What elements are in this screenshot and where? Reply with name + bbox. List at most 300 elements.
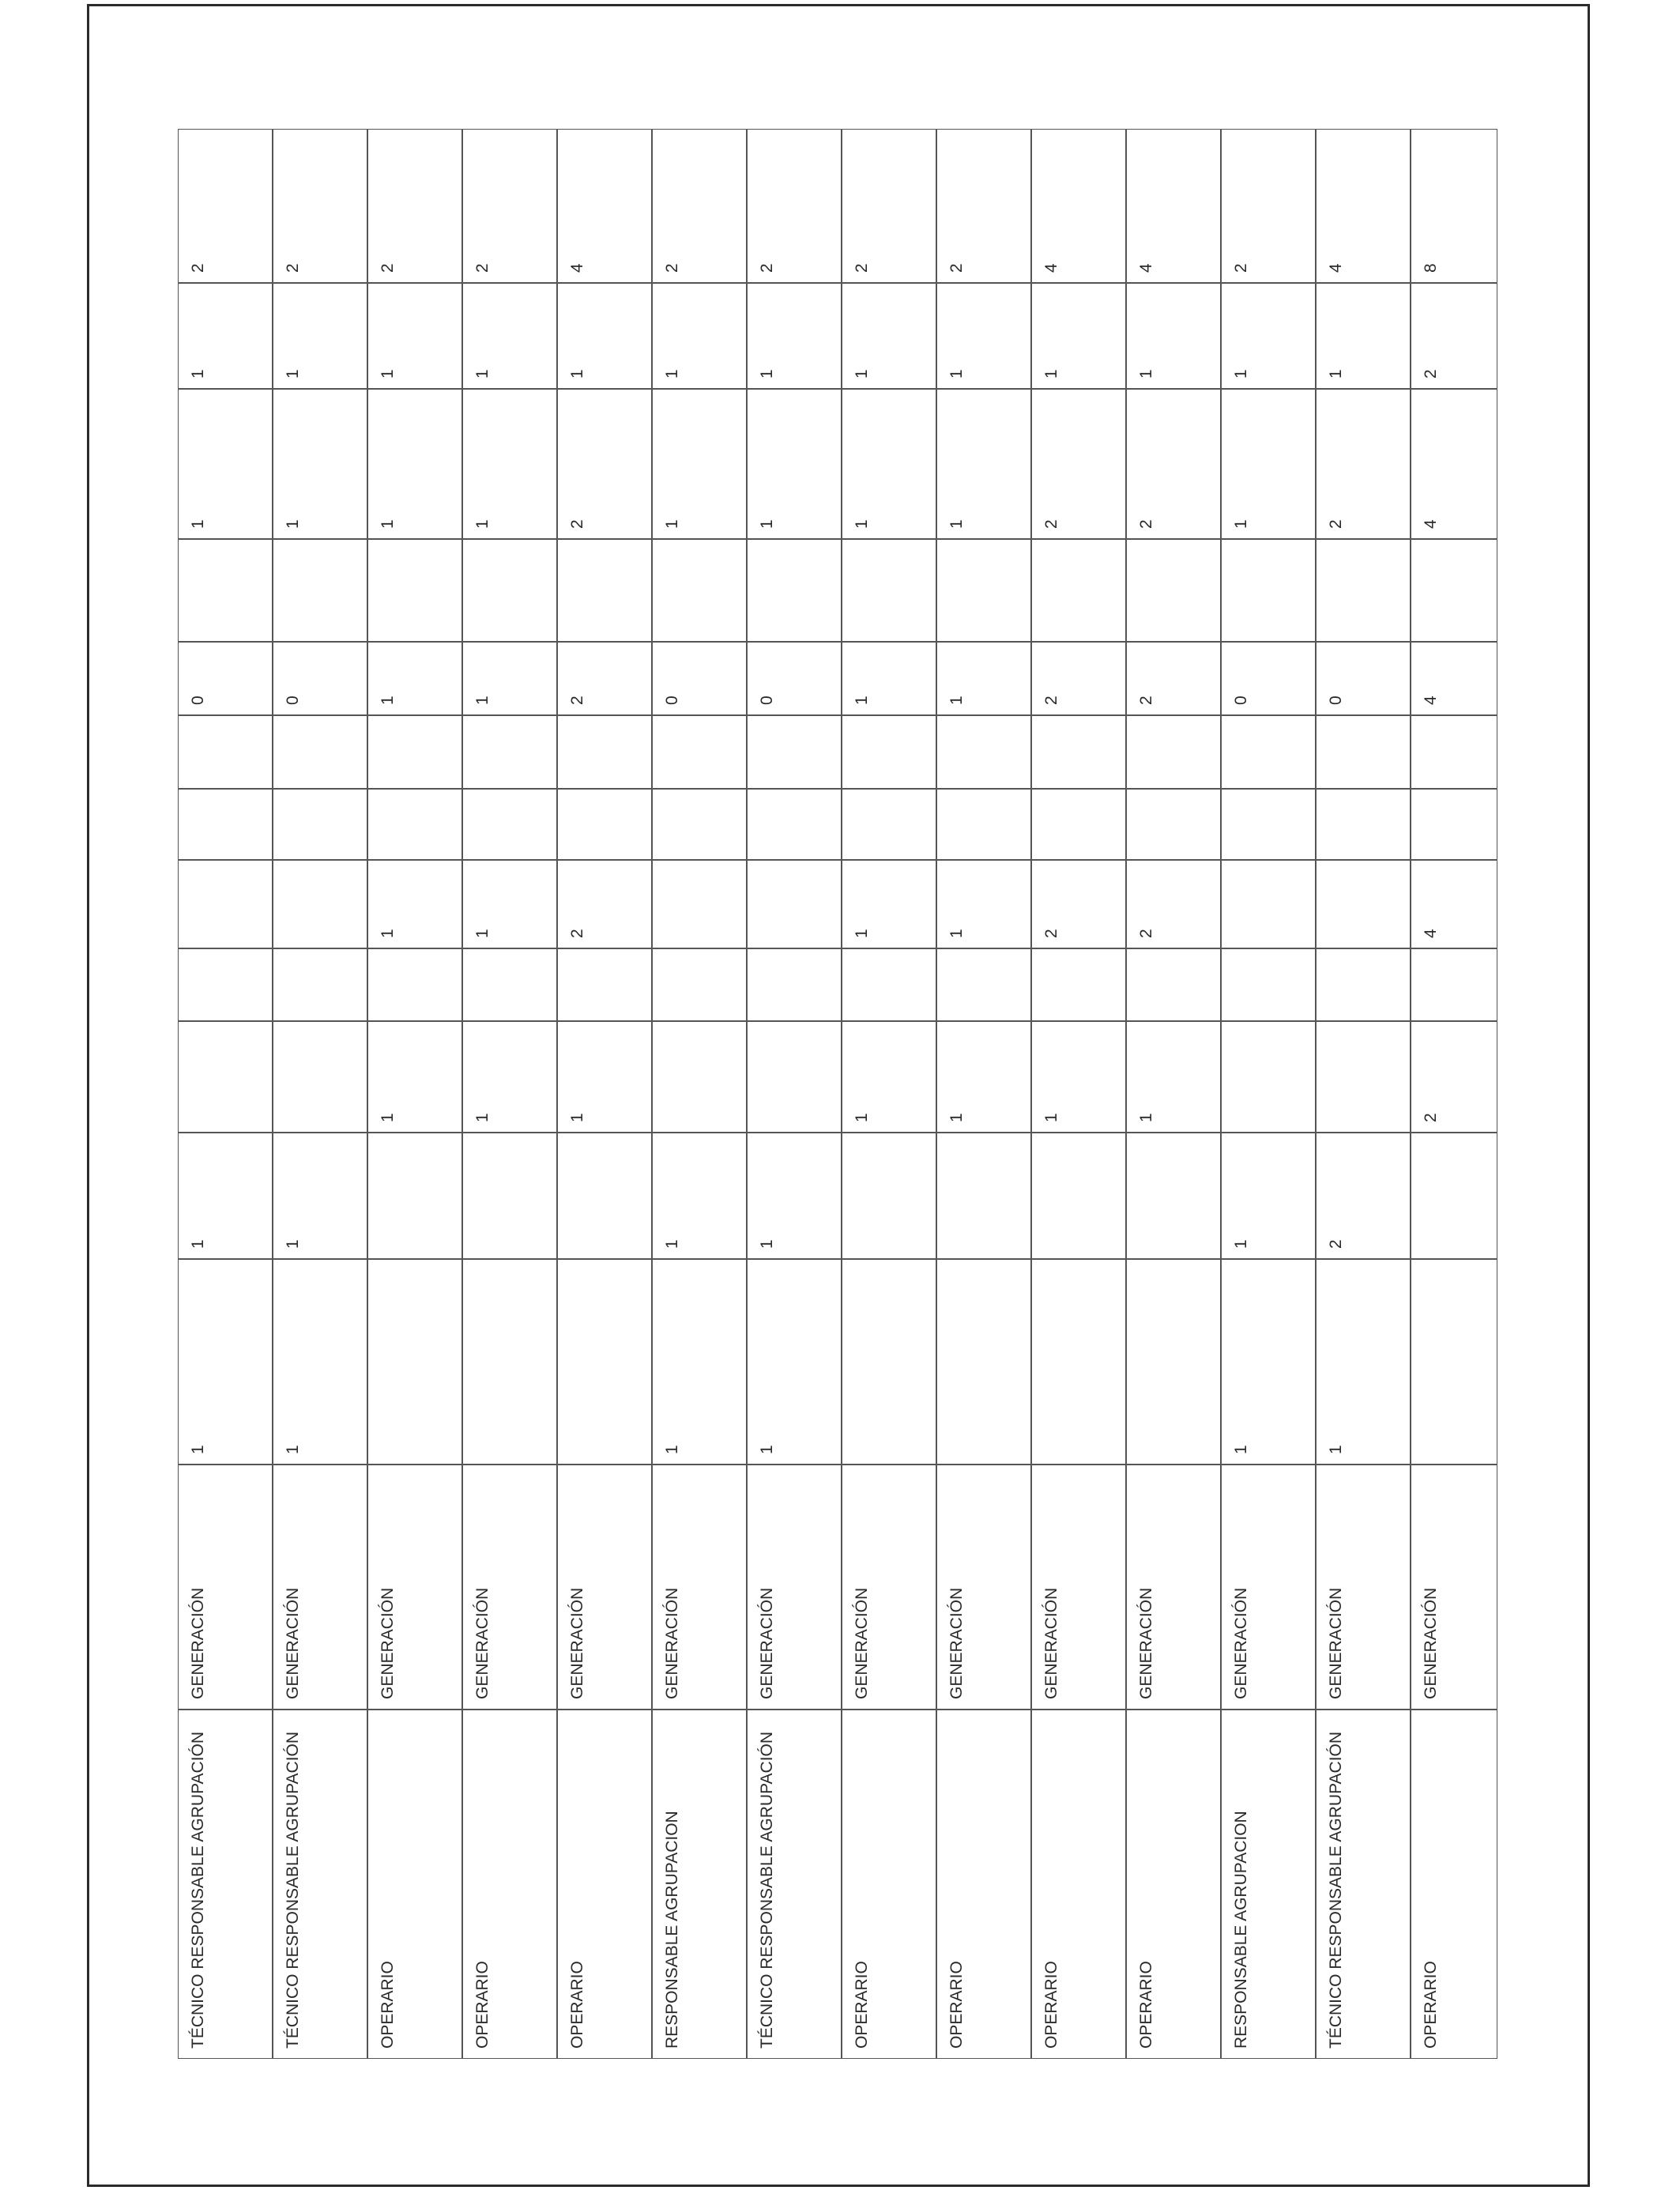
cell-text: OPERARIO [473, 1961, 492, 2049]
cell-text: 1 [473, 519, 492, 529]
table-cell-c10 [1126, 642, 1221, 715]
table-cell-c13 [367, 283, 462, 389]
table-cell-c9 [462, 715, 557, 789]
cell-text: 1 [663, 519, 681, 529]
table-cell-c9 [1411, 715, 1497, 789]
table-cell-role [273, 1710, 367, 2059]
cell-text: 1 [1232, 519, 1250, 529]
cell-text: 4 [1422, 929, 1440, 938]
table-cell-c11 [462, 539, 557, 642]
table-cell-c12 [747, 389, 842, 539]
cell-text: OPERARIO [947, 1961, 966, 2049]
table-cell-c13 [557, 283, 652, 389]
table-cell-c5 [1031, 1021, 1126, 1133]
cell-text: 4 [1327, 263, 1345, 273]
table-cell-c4 [1316, 1133, 1411, 1259]
table-cell-c13 [652, 283, 747, 389]
table-cell-c6 [747, 948, 842, 1021]
table-cell-c5 [178, 1021, 273, 1133]
cell-text: GENERACIÓN [189, 1587, 207, 1699]
cell-text: 1 [1232, 1445, 1250, 1454]
table-cell-c14 [747, 129, 842, 283]
table-cell-c8 [557, 789, 652, 860]
cell-text: 1 [663, 369, 681, 379]
table-cell-c13 [1031, 283, 1126, 389]
table-cell-c14 [842, 129, 936, 283]
table-cell-c6 [1126, 948, 1221, 1021]
table-cell-c9 [557, 715, 652, 789]
table-cell-c14 [178, 129, 273, 283]
table-cell-c4 [1221, 1133, 1316, 1259]
table-cell-c13 [273, 283, 367, 389]
cell-text: RESPONSABLE AGRUPACION [1232, 1811, 1250, 2049]
table-cell-role [1316, 1710, 1411, 2059]
table-cell-c5 [367, 1021, 462, 1133]
cell-text: 1 [284, 519, 302, 529]
table-cell-c10 [367, 642, 462, 715]
table-cell-c8 [1316, 789, 1411, 860]
cell-text: 1 [853, 929, 871, 938]
table-cell-c6 [1411, 948, 1497, 1021]
cell-text: 1 [1042, 369, 1060, 379]
table-cell-c5 [557, 1021, 652, 1133]
cell-text: 1 [758, 1445, 776, 1454]
table-cell-c11 [178, 539, 273, 642]
cell-text: 2 [1327, 1239, 1345, 1249]
table-cell-c11 [273, 539, 367, 642]
table-cell-c11 [1411, 539, 1497, 642]
table-cell-c14 [273, 129, 367, 283]
table-cell-c9 [1221, 715, 1316, 789]
cell-text: 2 [1422, 1113, 1440, 1122]
table-cell-c5 [1411, 1021, 1497, 1133]
cell-text: 8 [1422, 263, 1440, 273]
cell-text: OPERARIO [1422, 1961, 1440, 2049]
cell-text: 1 [284, 369, 302, 379]
table-cell-c14 [652, 129, 747, 283]
table-cell-c12 [557, 389, 652, 539]
cell-text: 1 [189, 519, 207, 529]
table-cell-c12 [842, 389, 936, 539]
table-cell-c11 [1031, 539, 1126, 642]
table-cell-c5 [462, 1021, 557, 1133]
cell-text: OPERARIO [1137, 1961, 1155, 2049]
cell-text: 4 [1042, 263, 1060, 273]
table-cell-c8 [936, 789, 1031, 860]
table-cell-c14 [936, 129, 1031, 283]
table-cell-c12 [652, 389, 747, 539]
table-cell-c4 [557, 1133, 652, 1259]
table-cell-area [178, 1465, 273, 1710]
cell-text: 1 [1327, 1445, 1345, 1454]
cell-text: 2 [1422, 369, 1440, 379]
table-cell-c4 [652, 1133, 747, 1259]
table-cell-c6 [652, 948, 747, 1021]
table-cell-role [1411, 1710, 1497, 2059]
table-cell-c6 [1221, 948, 1316, 1021]
table-cell-c11 [1316, 539, 1411, 642]
cell-text: 2 [758, 263, 776, 273]
table-cell-role [936, 1710, 1031, 2059]
cell-text: GENERACIÓN [663, 1587, 681, 1699]
cell-text: GENERACIÓN [473, 1587, 492, 1699]
table-cell-c5 [273, 1021, 367, 1133]
table-cell-c8 [1031, 789, 1126, 860]
table-cell-c4 [936, 1133, 1031, 1259]
table-cell-c3 [273, 1259, 367, 1465]
table-cell-c4 [1031, 1133, 1126, 1259]
table-cell-c3 [842, 1259, 936, 1465]
table-cell-c8 [747, 789, 842, 860]
table-cell-c10 [462, 642, 557, 715]
table-cell-c9 [367, 715, 462, 789]
table-cell-c6 [178, 948, 273, 1021]
cell-text: 1 [853, 519, 871, 529]
table-cell-role [1221, 1710, 1316, 2059]
cell-text: 2 [947, 263, 966, 273]
table-cell-c10 [1031, 642, 1126, 715]
table-cell-c13 [462, 283, 557, 389]
cell-text: 1 [853, 369, 871, 379]
cell-text: 1 [1232, 369, 1250, 379]
cell-text: GENERACIÓN [284, 1587, 302, 1699]
table-cell-c11 [842, 539, 936, 642]
cell-text: 1 [379, 519, 397, 529]
table-cell-c10 [1221, 642, 1316, 715]
table-cell-c10 [842, 642, 936, 715]
cell-text: 1 [1137, 369, 1155, 379]
table-cell-c3 [936, 1259, 1031, 1465]
table-cell-c4 [747, 1133, 842, 1259]
table-cell-role [178, 1710, 273, 2059]
cell-text: OPERARIO [568, 1961, 586, 2049]
table-cell-c8 [178, 789, 273, 860]
cell-text: 1 [473, 929, 492, 938]
table-cell-c6 [462, 948, 557, 1021]
cell-text: 1 [1137, 1113, 1155, 1122]
cell-text: OPERARIO [853, 1961, 871, 2049]
cell-text: GENERACIÓN [1137, 1587, 1155, 1699]
table-cell-c8 [1221, 789, 1316, 860]
cell-text: 4 [568, 263, 586, 273]
cell-text: 1 [1327, 369, 1345, 379]
table-cell-c7 [178, 860, 273, 948]
table-cell-c9 [936, 715, 1031, 789]
cell-text: 1 [568, 369, 586, 379]
table-cell-c10 [1316, 642, 1411, 715]
table-cell-area [1316, 1465, 1411, 1710]
table-cell-role [1126, 1710, 1221, 2059]
cell-text: 1 [758, 369, 776, 379]
table-cell-area [462, 1465, 557, 1710]
cell-text: 1 [947, 1113, 966, 1122]
table-cell-c10 [273, 642, 367, 715]
table-cell-c14 [1126, 129, 1221, 283]
cell-text: 2 [473, 263, 492, 273]
table-cell-c8 [273, 789, 367, 860]
table-cell-c6 [367, 948, 462, 1021]
cell-text: 2 [568, 696, 586, 705]
table-cell-c14 [1031, 129, 1126, 283]
cell-text: 2 [284, 263, 302, 273]
cell-text: GENERACIÓN [853, 1587, 871, 1699]
table-cell-area [367, 1465, 462, 1710]
table-cell-c8 [842, 789, 936, 860]
table-cell-c6 [936, 948, 1031, 1021]
cell-text: 1 [947, 696, 966, 705]
cell-text: 1 [853, 696, 871, 705]
table-cell-c11 [747, 539, 842, 642]
table-cell-role [842, 1710, 936, 2059]
table-cell-c11 [1126, 539, 1221, 642]
cell-text: GENERACIÓN [1232, 1587, 1250, 1699]
table-cell-c9 [747, 715, 842, 789]
cell-text: 2 [1042, 519, 1060, 529]
cell-text: RESPONSABLE AGRUPACION [663, 1811, 681, 2049]
table-cell-c3 [1221, 1259, 1316, 1465]
table-cell-c13 [747, 283, 842, 389]
table-cell-c4 [178, 1133, 273, 1259]
cell-text: 4 [1422, 696, 1440, 705]
cell-text: 4 [1422, 519, 1440, 529]
table-cell-area [936, 1465, 1031, 1710]
table-cell-area [1126, 1465, 1221, 1710]
table-cell-area [1031, 1465, 1126, 1710]
table-cell-c14 [462, 129, 557, 283]
table-cell-c14 [367, 129, 462, 283]
cell-text: 2 [568, 519, 586, 529]
table-cell-c7 [652, 860, 747, 948]
cell-text: GENERACIÓN [379, 1587, 397, 1699]
cell-text: 1 [473, 369, 492, 379]
cell-text: 2 [379, 263, 397, 273]
table-cell-c6 [842, 948, 936, 1021]
cell-text: 1 [189, 369, 207, 379]
table-cell-c7 [462, 860, 557, 948]
cell-text: TÉCNICO RESPONSABLE AGRUPACIÓN [1327, 1731, 1345, 2049]
cell-text: GENERACIÓN [758, 1587, 776, 1699]
table-cell-c12 [273, 389, 367, 539]
table-cell-c11 [652, 539, 747, 642]
table-cell-c7 [747, 860, 842, 948]
table-cell-area [842, 1465, 936, 1710]
table-cell-role [367, 1710, 462, 2059]
table-cell-c13 [1411, 283, 1497, 389]
table-cell-c7 [273, 860, 367, 948]
table-cell-c4 [273, 1133, 367, 1259]
cell-text: TÉCNICO RESPONSABLE AGRUPACIÓN [758, 1731, 776, 2049]
table-cell-c3 [1126, 1259, 1221, 1465]
table-cell-c12 [178, 389, 273, 539]
table-cell-c13 [1126, 283, 1221, 389]
table-cell-c9 [652, 715, 747, 789]
table-cell-c4 [367, 1133, 462, 1259]
cell-text: 0 [1232, 696, 1250, 705]
cell-text: GENERACIÓN [1327, 1587, 1345, 1699]
cell-text: 1 [758, 519, 776, 529]
table-cell-c3 [462, 1259, 557, 1465]
cell-text: 1 [473, 1113, 492, 1122]
cell-text: 1 [379, 1113, 397, 1122]
table-cell-c9 [273, 715, 367, 789]
table-cell-c5 [936, 1021, 1031, 1133]
cell-text: GENERACIÓN [1422, 1587, 1440, 1699]
table-cell-c9 [1316, 715, 1411, 789]
table-cell-c8 [462, 789, 557, 860]
cell-text: 1 [189, 1445, 207, 1454]
table-cell-role [1031, 1710, 1126, 2059]
cell-text: 1 [947, 929, 966, 938]
table-cell-c5 [652, 1021, 747, 1133]
table-cell-c10 [178, 642, 273, 715]
cell-text: 1 [284, 1239, 302, 1249]
cell-text: 2 [1232, 263, 1250, 273]
table-cell-c12 [936, 389, 1031, 539]
table-cell-c3 [1411, 1259, 1497, 1465]
cell-text: 0 [284, 696, 302, 705]
cell-text: 1 [379, 929, 397, 938]
table-cell-c7 [842, 860, 936, 948]
table-cell-c4 [462, 1133, 557, 1259]
table-cell-c3 [1031, 1259, 1126, 1465]
cell-text: 2 [1042, 696, 1060, 705]
cell-text: 2 [1137, 696, 1155, 705]
cell-text: 1 [853, 1113, 871, 1122]
table-cell-c14 [1411, 129, 1497, 283]
cell-text: 0 [663, 696, 681, 705]
table-cell-role [557, 1710, 652, 2059]
cell-text: TÉCNICO RESPONSABLE AGRUPACIÓN [189, 1731, 207, 2049]
table-cell-c3 [557, 1259, 652, 1465]
table-cell-area [652, 1465, 747, 1710]
table-cell-c6 [1031, 948, 1126, 1021]
table-cell-c4 [1126, 1133, 1221, 1259]
table-cell-c5 [1316, 1021, 1411, 1133]
table-cell-c7 [1126, 860, 1221, 948]
table-cell-c7 [1316, 860, 1411, 948]
cell-text: OPERARIO [1042, 1961, 1060, 2049]
table-cell-c10 [1411, 642, 1497, 715]
table-cell-c11 [936, 539, 1031, 642]
table-cell-c5 [747, 1021, 842, 1133]
cell-text: 1 [1232, 1239, 1250, 1249]
cell-text: 1 [189, 1239, 207, 1249]
table-cell-c3 [652, 1259, 747, 1465]
table-cell-c9 [842, 715, 936, 789]
table-cell-c7 [367, 860, 462, 948]
table-cell-c7 [557, 860, 652, 948]
data-table [178, 129, 1497, 2059]
cell-text: 1 [473, 696, 492, 705]
table-cell-c12 [367, 389, 462, 539]
table-cell-c3 [367, 1259, 462, 1465]
table-cell-c12 [1411, 389, 1497, 539]
cell-text: OPERARIO [379, 1961, 397, 2049]
cell-text: 1 [947, 519, 966, 529]
cell-text: 1 [1042, 1113, 1060, 1122]
cell-text: 2 [189, 263, 207, 273]
cell-text: 2 [1137, 519, 1155, 529]
table-cell-c8 [652, 789, 747, 860]
table-cell-c5 [1221, 1021, 1316, 1133]
table-cell-area [1411, 1465, 1497, 1710]
table-cell-c11 [367, 539, 462, 642]
table-cell-c6 [557, 948, 652, 1021]
cell-text: 2 [568, 929, 586, 938]
table-cell-area [557, 1465, 652, 1710]
cell-text: 1 [379, 696, 397, 705]
table-cell-c3 [747, 1259, 842, 1465]
table-cell-c5 [1126, 1021, 1221, 1133]
table-cell-c12 [1221, 389, 1316, 539]
cell-text: GENERACIÓN [1042, 1587, 1060, 1699]
table-cell-c12 [1031, 389, 1126, 539]
cell-text: 1 [379, 369, 397, 379]
table-cell-c11 [1221, 539, 1316, 642]
table-cell-area [747, 1465, 842, 1710]
table-cell-c7 [1221, 860, 1316, 948]
table-cell-c9 [1126, 715, 1221, 789]
table-cell-c3 [178, 1259, 273, 1465]
table-cell-c5 [842, 1021, 936, 1133]
table-cell-c13 [1221, 283, 1316, 389]
table-cell-c9 [1031, 715, 1126, 789]
table-cell-c12 [1126, 389, 1221, 539]
cell-text: 2 [1137, 929, 1155, 938]
cell-text: 4 [1137, 263, 1155, 273]
table-cell-c13 [842, 283, 936, 389]
table-cell-c4 [842, 1133, 936, 1259]
table-cell-c14 [1316, 129, 1411, 283]
table-cell-c6 [273, 948, 367, 1021]
table-cell-c8 [1411, 789, 1497, 860]
table-cell-area [273, 1465, 367, 1710]
table-cell-c12 [1316, 389, 1411, 539]
cell-text: 0 [189, 696, 207, 705]
table-cell-c11 [557, 539, 652, 642]
cell-text: 1 [284, 1445, 302, 1454]
cell-text: GENERACIÓN [568, 1587, 586, 1699]
cell-text: 2 [663, 263, 681, 273]
table-cell-c14 [557, 129, 652, 283]
cell-text: 1 [568, 1113, 586, 1122]
table-cell-c13 [178, 283, 273, 389]
cell-text: 1 [663, 1445, 681, 1454]
table-cell-c12 [462, 389, 557, 539]
table-cell-c7 [1031, 860, 1126, 948]
table-cell-c13 [936, 283, 1031, 389]
table-cell-c6 [1316, 948, 1411, 1021]
cell-text: 2 [853, 263, 871, 273]
table-cell-c10 [747, 642, 842, 715]
table-cell-c14 [1221, 129, 1316, 283]
cell-text: 2 [1042, 929, 1060, 938]
cell-text: 0 [758, 696, 776, 705]
cell-text: 0 [1327, 696, 1345, 705]
table-cell-c10 [557, 642, 652, 715]
table-cell-c10 [652, 642, 747, 715]
table-cell-role [462, 1710, 557, 2059]
cell-text: 2 [1327, 519, 1345, 529]
table-cell-role [652, 1710, 747, 2059]
cell-text: GENERACIÓN [947, 1587, 966, 1699]
table-cell-c9 [178, 715, 273, 789]
table-cell-c3 [1316, 1259, 1411, 1465]
table-cell-c4 [1411, 1133, 1497, 1259]
table-cell-role [747, 1710, 842, 2059]
table-cell-c7 [1411, 860, 1497, 948]
cell-text: 1 [758, 1239, 776, 1249]
